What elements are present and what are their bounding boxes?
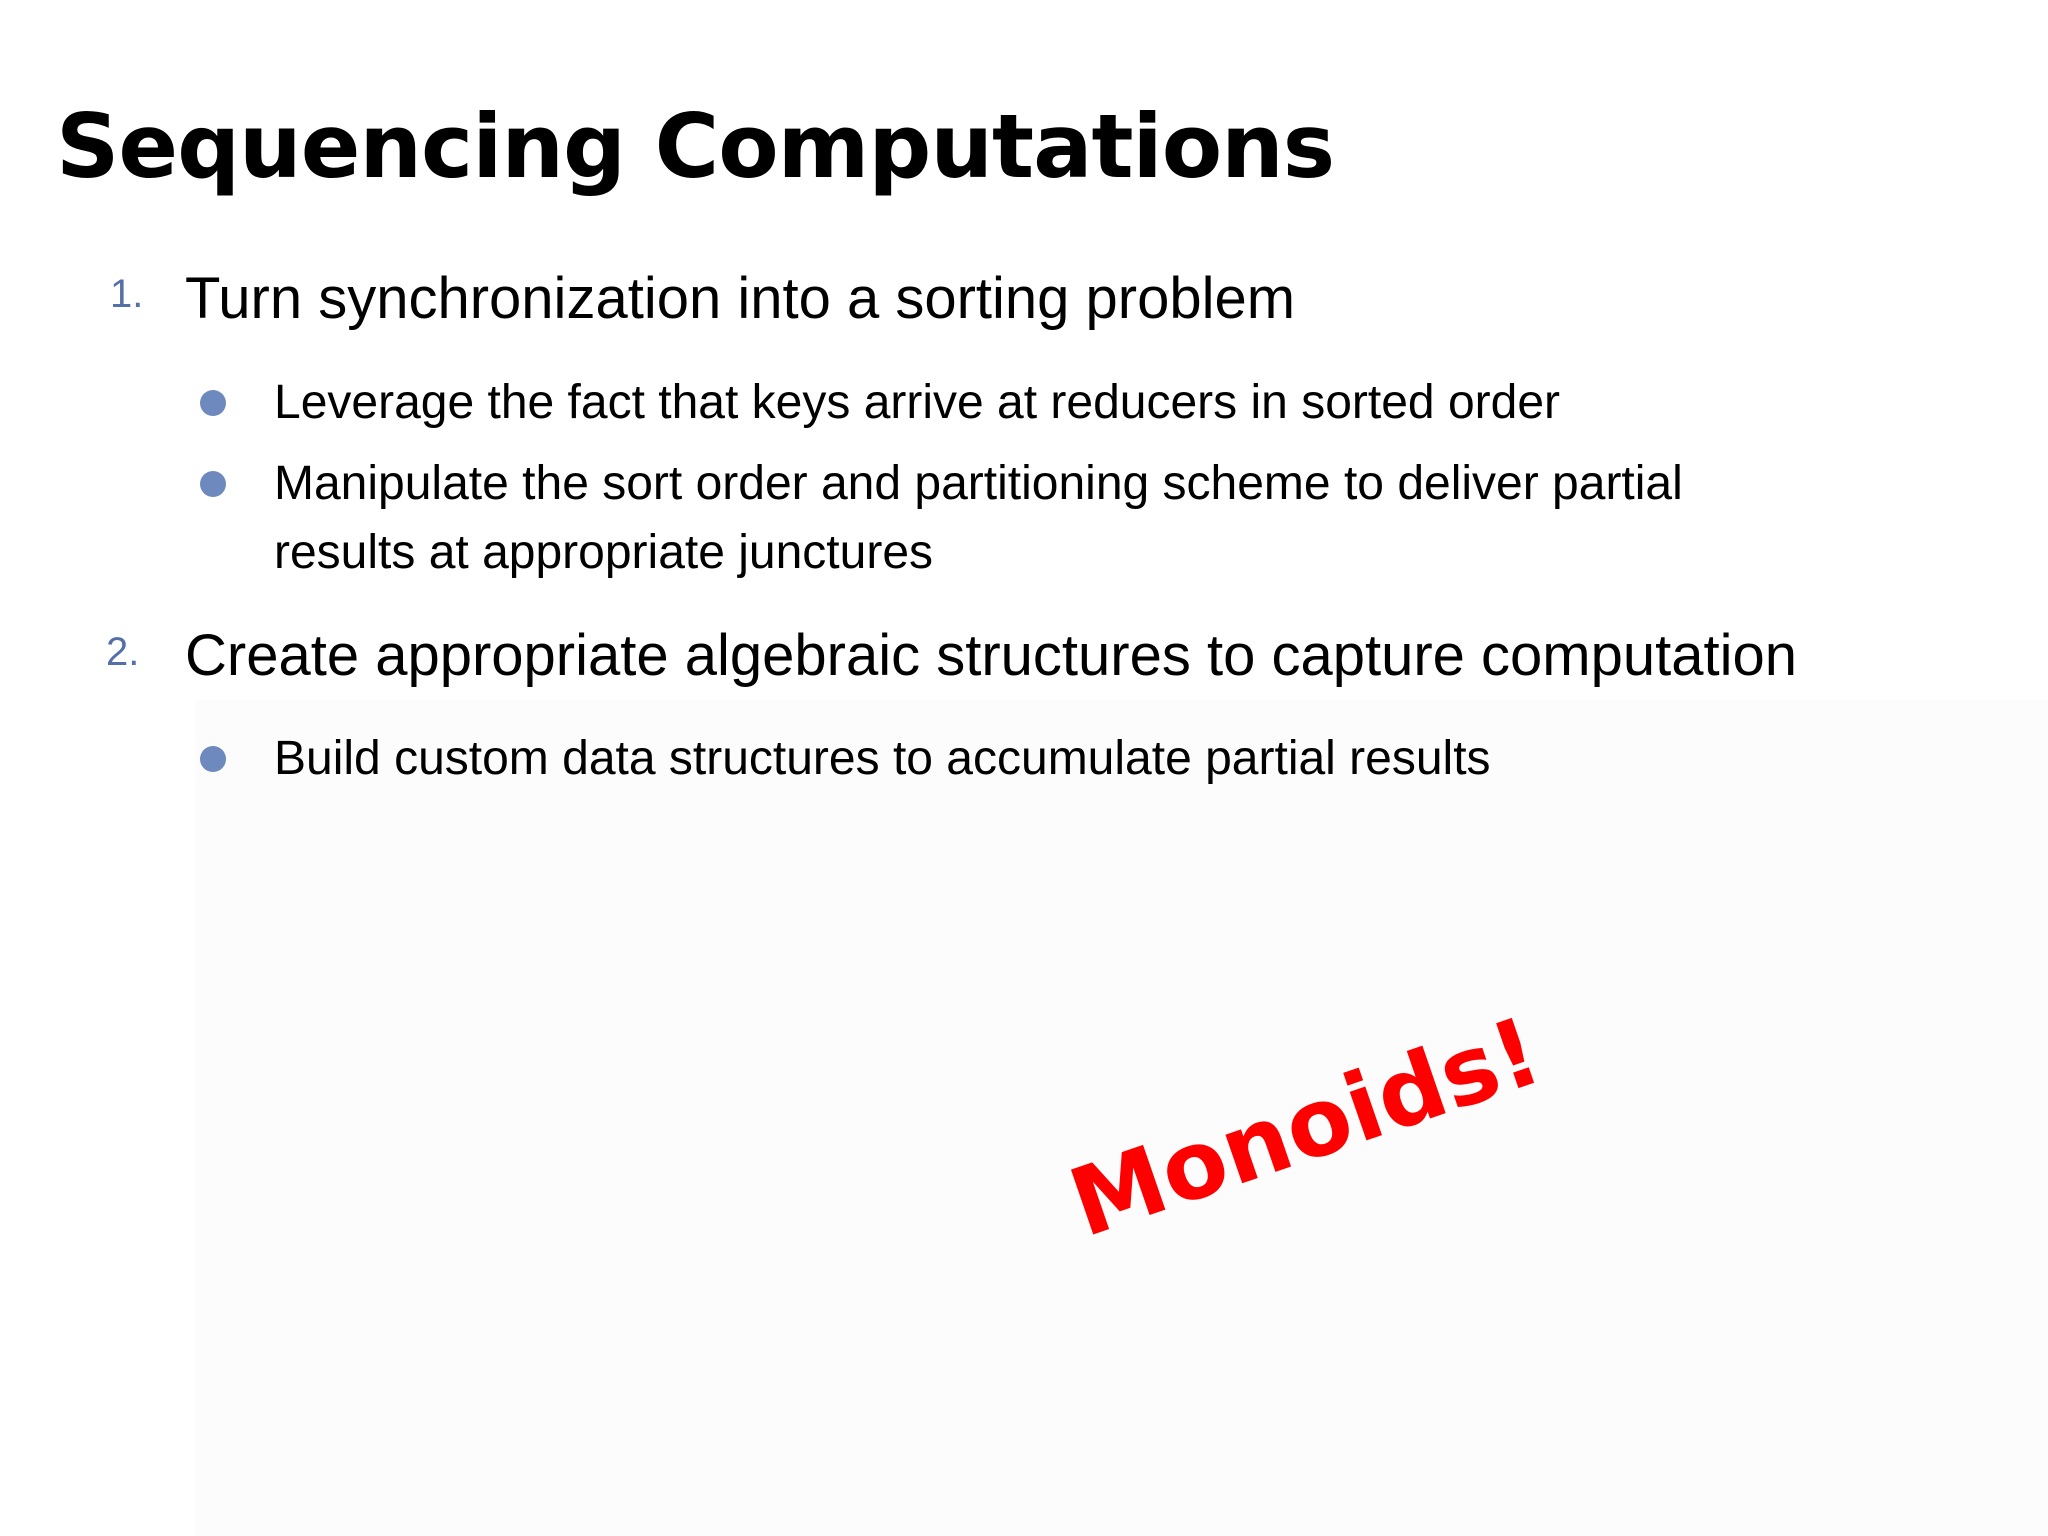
sub-bullet-1-2-continued: results at appropriate junctures [274,526,934,579]
item-text-2: Create appropriate algebraic structures to capture computation [185,623,1797,688]
bullet-icon [200,390,226,416]
slide-title: Sequencing Computations [56,95,1335,198]
bullet-icon [200,746,226,772]
item-number-1: 1. [110,272,144,316]
sub-bullet-2-1: Build custom data structures to accumulate partial results [274,732,1491,785]
sub-bullet-1-2: Manipulate the sort order and partitioning scheme to deliver partial [274,457,1683,510]
item-number-2: 2. [106,630,140,674]
monoids-annotation: Monoids! [1057,997,1555,1260]
item-text-1: Turn synchronization into a sorting problem [185,266,1296,331]
sub-bullet-1-1: Leverage the fact that keys arrive at reducers in sorted order [274,376,1560,429]
bullet-icon [200,471,226,497]
slide-body-background [195,700,2048,1536]
